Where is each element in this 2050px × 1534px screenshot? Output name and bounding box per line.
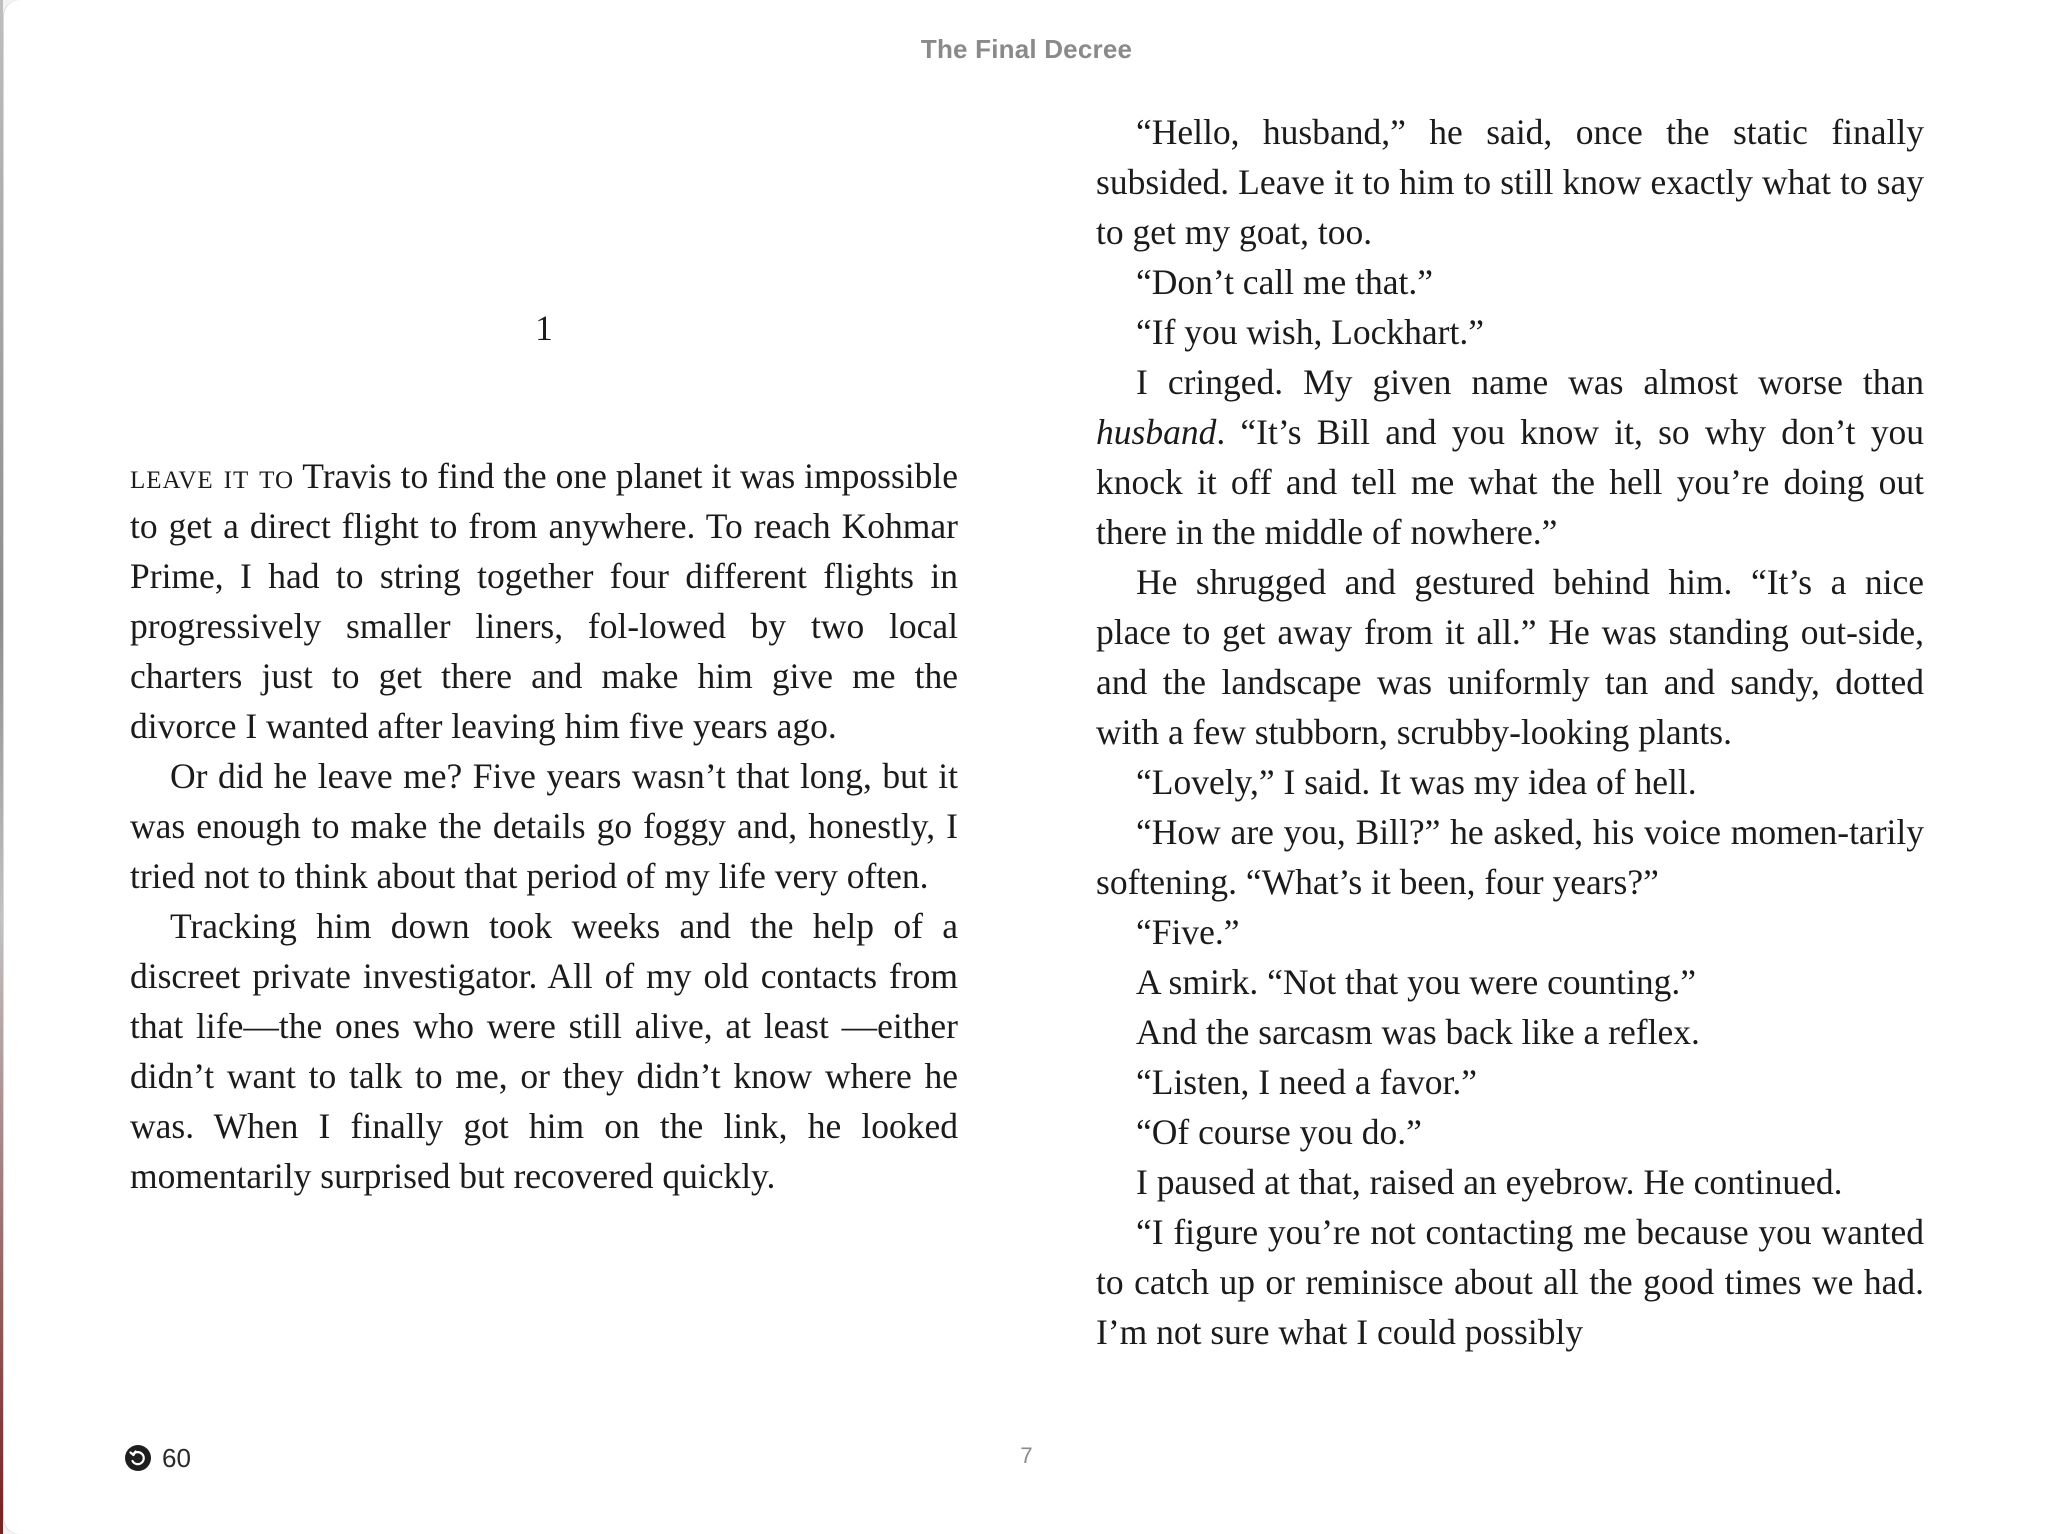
italic-word: husband (1096, 412, 1217, 452)
page-number: 7 (1020, 1443, 1033, 1468)
paragraph (1096, 357, 1924, 557)
reader-page[interactable] (3, 0, 2050, 1534)
paragraph: And the sarcasm was back like a reflex. (1136, 1012, 1700, 1052)
paragraph-text: I cringed. My given name was almost worse than (1136, 362, 1924, 402)
history-count: 60 (162, 1442, 191, 1473)
paragraph: I paused at that, raised an eyebrow. He continued. (1136, 1162, 1843, 1202)
paragraph: “Listen, I need a favor.” (1136, 1062, 1478, 1102)
paragraph: “Hello, husband,” he said, once the static finally subsided. Leave it to him to still know exactly what to say to get my goat, too. (1096, 112, 1924, 252)
right-column (1096, 107, 1924, 1357)
paragraph-text: Travis to find the one planet it was impossible to get a direct flight to from anywhere. To reach Kohmar Prime, I had to string together four different flights in progressively smaller liners, fol-lowed by two local charters just to get there and make him give me the divorce I wanted after leaving him five years ago. (130, 456, 959, 746)
paragraph: Or did he leave me? Five years wasn’t that long, but it was enough to make the details go foggy and, honestly, I tried not to think about that period of my life very often. (130, 756, 958, 896)
paragraph (130, 451, 958, 751)
opening-small-caps: leave it to (130, 456, 295, 496)
paragraph: “If you wish, Lockhart.” (1136, 312, 1484, 352)
paragraph: “Five.” (1136, 912, 1240, 952)
paragraph: “How are you, Bill?” he asked, his voice momen-tarily softening. “What’s it been, four years?” (1096, 812, 1924, 902)
paragraph: He shrugged and gestured behind him. “It’s a nice place to get away from it all.” He was standing out-side, and the landscape was uniformly tan and sandy, dotted with a few stubborn, scrubby-looking plants. (1096, 562, 1924, 752)
paragraph-text: . “It’s Bill and you know it, so why don’t you knock it off and tell me what the hell you’re doing out there in the middle of nowhere.” (1096, 412, 1924, 552)
paragraph: A smirk. “Not that you were counting.” (1136, 962, 1696, 1002)
left-column (130, 451, 958, 1201)
chapter-number: 1 (535, 308, 553, 348)
book-title: The Final Decree (920, 34, 1133, 64)
paragraph: “Don’t call me that.” (1136, 262, 1434, 302)
paragraph: Tracking him down took weeks and the help of a discreet private investigator. All of my old contacts from that life—the ones who were still alive, at least —either didn’t want to talk to me, or they didn’t know where he was. When I finally got him on the link, he looked momentarily surprised but recovered quickly. (130, 906, 958, 1196)
paragraph: “Lovely,” I said. It was my idea of hell. (1136, 762, 1697, 802)
paragraph: “I figure you’re not contacting me because you wanted to catch up or reminisce about all the good times we had. I’m not sure what I could possibly (1096, 1212, 1924, 1352)
paragraph: “Of course you do.” (1136, 1112, 1422, 1152)
